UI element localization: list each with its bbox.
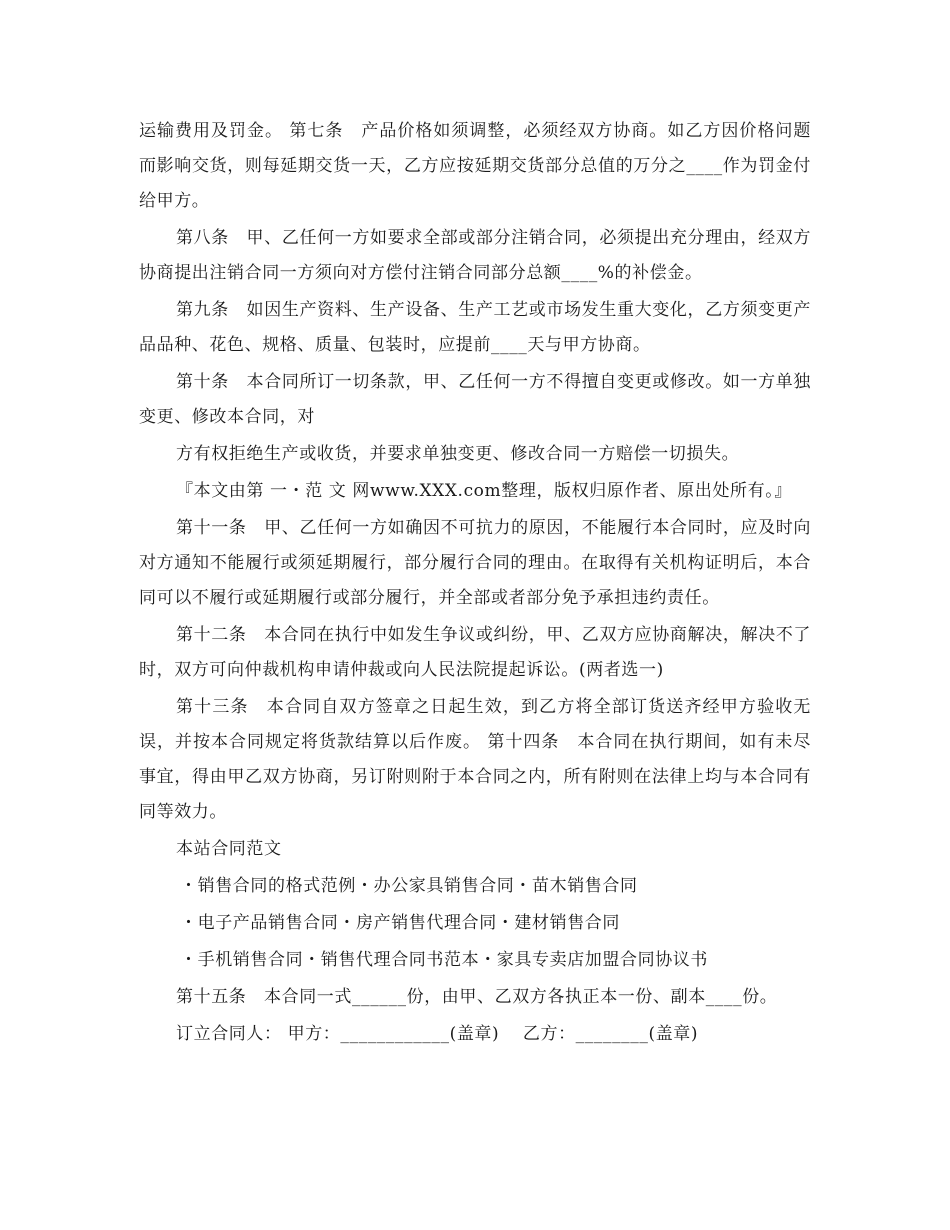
related-contracts-line[interactable]: ・销售合同的格式范例・办公家具销售合同・苗木销售合同 <box>180 876 638 896</box>
paragraph-article-10-continued: 方有权拒绝生产或收货，并要求单独变更、修改合同一方赔偿一切损失。 <box>176 444 740 464</box>
related-contracts-heading: 本站合同范文 <box>176 839 282 859</box>
copyright-notice: 『本文由第 一・范 文 网www.XXX.com整理，版权归原作者、原出处所有。』 <box>176 481 792 501</box>
paragraph-article-8: 第八条 甲、乙任何一方如要求全部或部分注销合同，必须提出充分理由，经双方协商提出注销合同一方须向对方偿付注销合同部分总额____%的补偿金。 <box>139 228 811 283</box>
related-contracts-line[interactable]: ・手机销售合同・销售代理合同书范本・家具专卖店加盟合同协议书 <box>180 950 708 970</box>
paragraph-article-9: 第九条 如因生产资料、生产设备、生产工艺或市场发生重大变化，乙方须变更产品品种、花色、规格、质量、包装时，应提前____天与甲方协商。 <box>139 300 811 355</box>
paragraph-article-12: 第十二条 本合同在执行中如发生争议或纠纷，甲、乙双方应协商解决，解决不了时，双方可向仲裁机构申请仲裁或向人民法院提起诉讼。(两者选一) <box>139 625 811 680</box>
related-contracts-line[interactable]: ・电子产品销售合同・房产销售代理合同・建材销售合同 <box>180 913 620 933</box>
paragraph-article-7: 运输费用及罚金。 第七条 产品价格如须调整，必须经双方协商。如乙方因价格问题而影响交货，则每延期交货一天，乙方应按延期交货部分总值的万分之____作为罚金付给甲方。 <box>139 121 811 211</box>
document-body <box>139 114 811 1054</box>
signature-line: 订立合同人： 甲方：____________(盖章) 乙方：________(盖章) <box>176 1024 699 1044</box>
paragraph-article-10: 第十条 本合同所订一切条款，甲、乙任何一方不得擅自变更或修改。如一方单独变更、修改本合同，对 <box>139 372 811 427</box>
paragraph-article-11: 第十一条 甲、乙任何一方如确因不可抗力的原因，不能履行本合同时，应及时向对方通知不能履行或须延期履行，部分履行合同的理由。在取得有关机构证明后，本合同可以不履行或延期履行或部分履行，并全部或者部分免予承担违约责任。 <box>139 518 811 608</box>
paragraph-article-15: 第十五条 本合同一式______份，由甲、乙双方各执正本一份、副本____份。 <box>176 987 778 1007</box>
paragraph-article-13-14: 第十三条 本合同自双方签章之日起生效，到乙方将全部订货送齐经甲方验收无误，并按本合同规定将货款结算以后作废。 第十四条 本合同在执行期间，如有未尽事宜，得由甲乙双方协商，另订附则附于本合同之内，所有附则在法律上均与本合同有同等效力。 <box>139 697 811 822</box>
